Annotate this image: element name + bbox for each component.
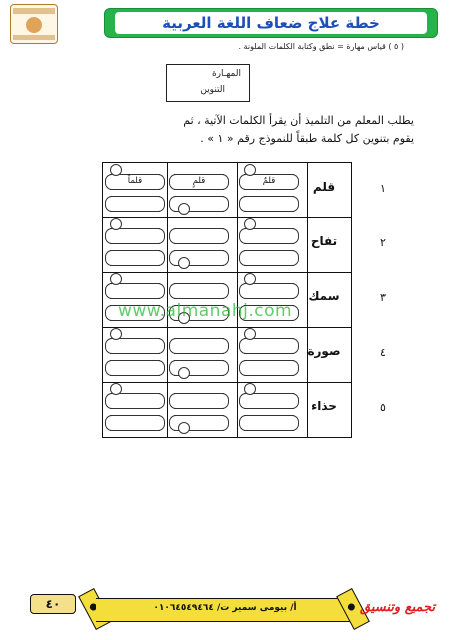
tanween-mark-icon (244, 164, 256, 176)
answer-slot (244, 283, 294, 299)
instructions (84, 112, 414, 148)
tanween-mark-icon (178, 257, 190, 269)
answer-slot (110, 283, 160, 299)
author-bar (96, 598, 354, 622)
tanween-mark-icon (110, 328, 122, 340)
author-credit: أ/ بيومى سمير ت/ ٠١٠٦٤٥٤٩٤٦٤ (153, 603, 297, 613)
row-word: سمك (308, 289, 340, 303)
row-word: صورة (307, 344, 341, 358)
answer-slot (244, 393, 294, 409)
skill-value: التنوين (200, 85, 225, 95)
measure-caption: ( ٥ ) قياس مهارة = نطق وكتابة الكلمات الملونة . (238, 42, 404, 51)
answer-slot (244, 250, 294, 266)
page-number: ٤٠ (45, 597, 61, 611)
answer-slot (110, 174, 160, 190)
row-word: تفاح (310, 234, 338, 248)
tanween-mark-icon (244, 273, 256, 285)
instructions-line-2: يقوم بتنوين كل كلمة طبقاً للنموذج رقم « ١ » . (200, 132, 414, 145)
answer-slot (174, 228, 224, 244)
answer-word: قلمٍ (192, 176, 206, 186)
row-number: ٣ (380, 291, 386, 304)
tanween-mark-icon (244, 218, 256, 230)
watermark: www.almanahj.com (118, 301, 293, 321)
skill-label: المهـارة (211, 69, 241, 79)
answer-slot (110, 415, 160, 431)
tanween-mark-icon (110, 164, 122, 176)
answer-slot (244, 360, 294, 376)
answer-slot (244, 228, 294, 244)
answer-slot (244, 415, 294, 431)
skill-box (166, 64, 250, 102)
answer-slot (174, 283, 224, 299)
tanween-mark-icon (178, 422, 190, 434)
page-number-badge (30, 594, 76, 614)
answer-slot (244, 338, 294, 354)
answer-slot (110, 360, 160, 376)
row-word: قلم (312, 180, 336, 194)
answer-slot (174, 174, 224, 190)
tanween-mark-icon (244, 383, 256, 395)
tanween-mark-icon (110, 273, 122, 285)
tanween-mark-icon (110, 218, 122, 230)
tanween-mark-icon (244, 328, 256, 340)
answer-slot (110, 250, 160, 266)
answer-slot (110, 228, 160, 244)
answer-slot (110, 196, 160, 212)
tanween-mark-icon (110, 383, 122, 395)
row-number: ١ (380, 182, 386, 195)
mascot-logo (10, 4, 58, 44)
answer-slot (244, 196, 294, 212)
brand-signature: تجميع وتنسيق (360, 600, 436, 615)
answer-slot (174, 338, 224, 354)
answer-word: قلماً (127, 176, 143, 186)
row-word: حذاء (311, 399, 337, 413)
answer-slot (244, 174, 294, 190)
row-number: ٥ (380, 401, 386, 414)
row-number: ٤ (380, 346, 386, 359)
answer-word: قلمٌ (262, 176, 276, 186)
title-banner (104, 8, 438, 38)
answer-slot (110, 338, 160, 354)
answer-slot (110, 393, 160, 409)
answer-slot (174, 393, 224, 409)
tanween-mark-icon (178, 203, 190, 215)
page-title: خطة علاج ضعاف اللغة العربية (162, 14, 380, 32)
instructions-line-1: يطلب المعلم من التلميذ أن يقرأ الكلمات الآتية ، ثم (183, 114, 414, 127)
tanween-mark-icon (178, 367, 190, 379)
row-number: ٢ (380, 236, 386, 249)
